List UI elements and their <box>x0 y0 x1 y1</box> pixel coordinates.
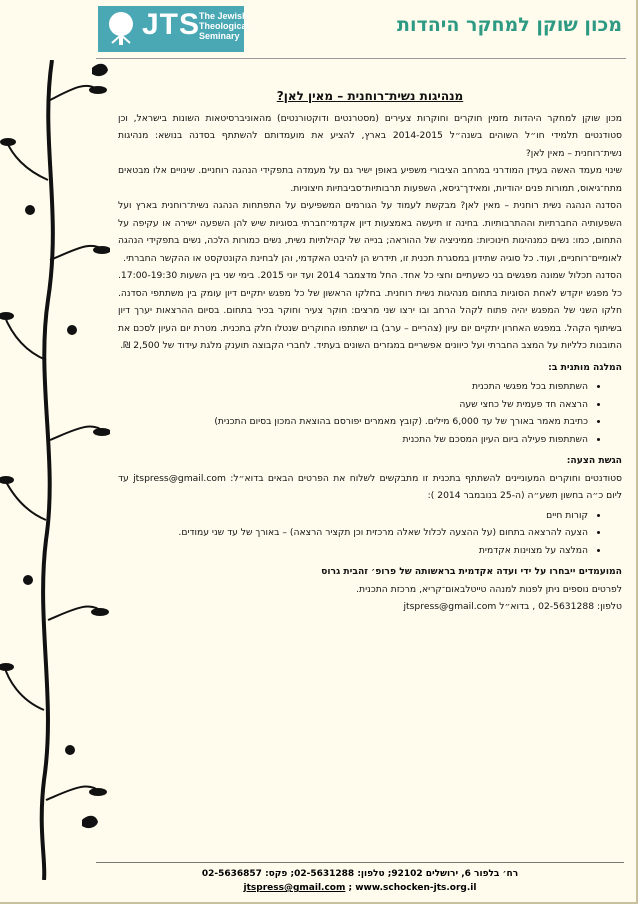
footer-links: jtspress@gmail.com ; www.schocken-jts.org.il <box>243 883 477 893</box>
footer-web-link[interactable]: www.schocken-jts.org.il <box>355 883 477 893</box>
list-item: • קורות חיים <box>118 507 588 525</box>
footer-address: רח׳ בלפור 6, ירושלים 92102; טלפון: 02-5631288; פקס: 02-5636857 <box>201 869 519 879</box>
jts-logo <box>98 6 250 52</box>
page-title: מנהיגות נשית־רוחנית – מאין לאן? <box>276 89 464 103</box>
background-paragraph: שינוי מעמד האשה בעידן המודרני במרחב הציבורי משפיע באופן ישיר גם על מעמדה בתפקידי הנהגה רוחניים. שינויים אלו מבטאים מתח־גיאוס, תמורות פנים יהודיות, ומאידך־גיסא, השפעות תרבותיות־סביבתיות חיצוניות. <box>118 165 622 194</box>
logo-jts-text: JTS <box>142 8 201 41</box>
submission-heading: הגשת הצעה: <box>566 455 622 466</box>
list-item: • הרצאה חד פעמית של כחצי שעה <box>118 396 588 414</box>
vine-decoration <box>0 60 110 880</box>
list-item: • כתיבת מאמר באורך של עד 6,000 מילים. (קובץ מאמרים יפורסם בהוצאת המכון בסיום התכנית) <box>118 413 588 431</box>
grant-heading: המלגה מותנית ב: <box>548 361 622 373</box>
details-note: לפרטים נוספים ניתן לפנות למנהה טייטלבאום־קריא, מרכזת התכנית. <box>356 583 622 595</box>
submission-list <box>118 507 604 560</box>
workshop-paragraph: הסדנה הנהגה נשית רוחנית – מאין לאן? מבקשת לעמוד על הגורמים המשפיעים על התפתחות הנהגה נשית־רוחנית בארץ ועל השפעותיה החברתיות וההתרבותיות. בחינה זו תיעשה באמצעות דיון אקדמי־חברתי בסוגיות שיש להן השפעה ישירה או עקיפה על התחום, כמו: נשים כמנהיגות חינוכיות: ממיניציה של ההוראה; בנייה של קהילתיות נשית, נשים כמורות הלכה, נשים בתפקידי הנהגה לאומיים־רוחניים, ועוד. כל סוגיה שתידון במסגרת תכנית זו, תידרש הן להיבט האקדמי, והן לבחינת הקונטקסט או ההקשר החברתי. <box>118 200 622 264</box>
logo-subtitle: The Jewish Theological Seminary <box>199 11 250 41</box>
selection-note: המועמדים ייבחרו על ידי ועדה אקדמית בראשותה של פרופ׳ זהבית גרוס <box>321 566 622 577</box>
main-content <box>118 88 622 616</box>
tree-icon <box>104 11 138 47</box>
institute-name: מכון שוקן למחקר היהדות <box>397 14 622 36</box>
list-item: • השתתפות בכל מפגשי התכנית <box>118 378 588 396</box>
grant-list <box>118 378 604 448</box>
footer <box>96 862 624 895</box>
header-divider <box>96 58 626 59</box>
schedule-paragraph: הסדנה תכלול שמונה מפגשים בני כשעתיים וחצי כל אחד. החל מדצמבר 2014 ועד יוני 2015. בימי שני בין השעות 17:00-19:30. כל מפגש יוקדש לאחת הסוגיות בתחום מנהיגות נשית רוחנית. בחלקו הראשון של כל מפגש יתקיים דיון עומק בין משתתפי הסדנה. חלקו השני של המפגש יהיה פתוח לקהל הרחב ובו ירצו שני מרצים: חוקר צעיר וחוקר בכיר בתחום. בסיום ההרצאות יערך דיון בשיתוף הקהל. במפגש האחרון יתקיים יום עיון (צהריים – ערב) בו ישתתפו החוקרים שנטלו חלק בתכנית. מטרת יום העיון לסכם את התובנות כלליות על המצב החברתי ועל כיוונים אפשריים במגזרים השונים בעתיד. לחברי הקבוצה תוענק מלגת עידוד של 2,500 ₪. <box>118 270 622 351</box>
list-item: • הצעה להרצאה בתחום (על ההצעה לכלול שאלה מרכזית וכן תקציר הרצאה) – באורך של עד שני עמודים. <box>118 524 588 542</box>
footer-email-link[interactable]: jtspress@gmail.com <box>243 883 346 893</box>
intro-paragraph: מכון שוקן למחקר היהדות מזמין חוקרים וחוקרות צעירים (מסטרנטים ודוקטורנטים) מהאוניברסיטאות השונות בישראל, וכן סטודנטים תלמידי חו״ל השוהים בשנה״ל 2014-2015 בארץ, להציע את מועמדותם להשתתף בסדנה בנושא: מנהיגות נשית־רוחנית – מאין לאן? <box>118 112 622 159</box>
contact-line: טלפון: 02-5631288 , בדוא״ל jtspress@gmail.com <box>403 601 622 612</box>
list-item: • המלצה על מצוינות אקדמית <box>118 542 588 560</box>
submission-intro: סטודנטים וחוקרים המעוניינים להשתתף בתכנית זו מתבקשים לשלוח את הפרטים הבאים בדוא״ל: jtspress@gmail.com עד ליום כ״ה בחשון תשע״ה (ה-25 בנובמבר 2014 ): <box>118 472 623 501</box>
list-item: • השתתפות פעילה ביום העיון המסכם של התכנית <box>118 431 588 449</box>
